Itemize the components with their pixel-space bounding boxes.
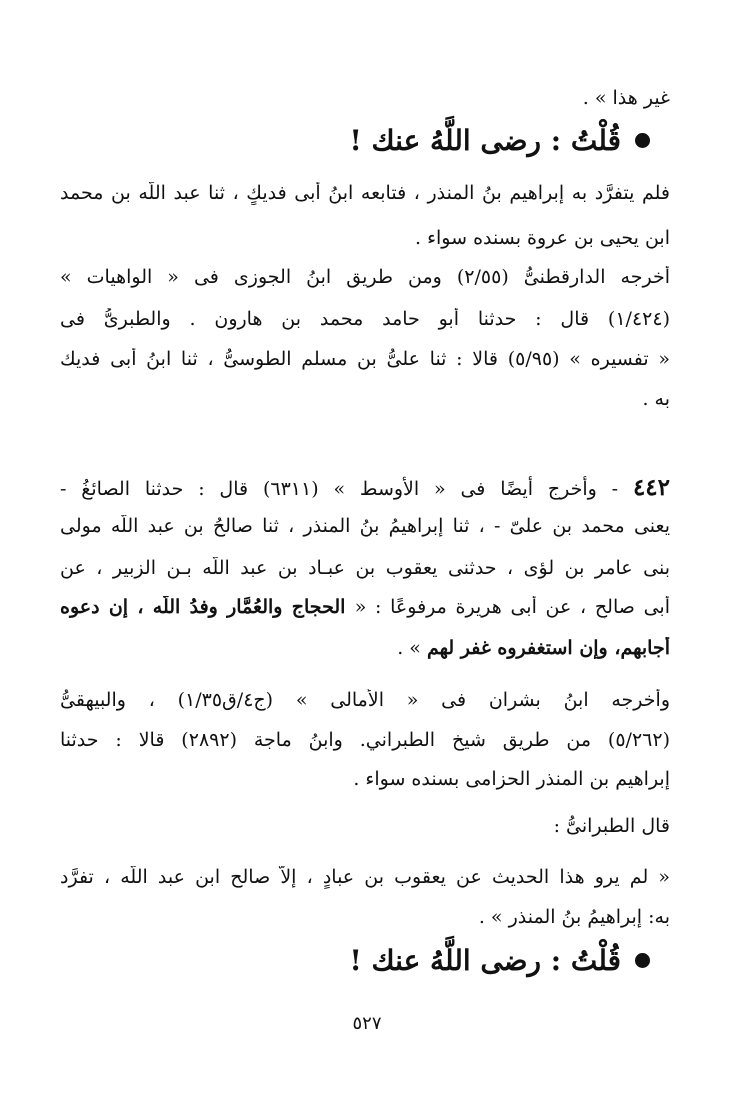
intro-line: غير هذا » .	[582, 87, 670, 109]
heading-text: قُلْتُ : رضى اللَّهُ عنك !	[349, 944, 621, 977]
paragraph-line: بنى عامر بن لؤى ، حدثنى يعقوب بن عبـاد بن عبد اللَّه بـن الزبير ، عن	[60, 557, 670, 579]
page-number: ٥٢٧	[352, 1013, 382, 1034]
paragraph-line: أخرجه الدارقطنىُّ (٢/٥٥) ومن طريق ابنُ الجوزى فى « الواهيات »	[60, 266, 670, 288]
heading-text: قُلْتُ : رضى اللَّهُ عنك !	[349, 124, 621, 157]
paragraph-line: قال الطبرانىُّ :	[553, 815, 670, 837]
hadith-matn-text: الحجاج والعُمَّار وفدُ اللَّه ، إن دعوه	[60, 596, 355, 618]
hadith-first-line	[60, 474, 670, 502]
hadith-text-line	[60, 596, 670, 619]
paragraph-line: به: إبراهيمُ بنُ المنذر » .	[478, 906, 670, 928]
heading-qultu-1	[350, 124, 651, 157]
paragraph-line: « لم يرو هذا الحديث عن يعقوب بن عبادٍ ، إلاَّ صالح ابن عبد اللَّه ، تفرَّد	[60, 866, 670, 888]
hadith-line-text: - وأخرج أيضًا فى « الأوسط » (٦٣١١) قال : حدثنا الصائغُ -	[60, 478, 619, 500]
paragraph-line: وأخرجه ابنُ بشران فى « الأمالى » (ج٤/ق١/٣٥) ، والبيهقىُّ	[60, 689, 670, 711]
hadith-chain-text: أبى صالحٍ ، عن أبى هريرة مرفوعًا : «	[354, 596, 670, 618]
bullet-icon	[635, 953, 650, 968]
hadith-close-text: » .	[397, 637, 427, 659]
paragraph-line: يعنى محمد بن علىّ - ، ثنا إبراهيمُ بنُ المنذر ، ثنا صالحُ بن عبد اللَّه مولى	[60, 515, 670, 537]
hadith-matn-text: أجابهم، وإن استغفروه غفر لهم	[426, 637, 670, 659]
paragraph-line: ابن يحيى بن عروة بسنده سواء .	[415, 227, 670, 249]
hadith-number: ٤٤٢	[632, 474, 670, 501]
paragraph-line: « تفسيره » (٥/٩٥) قالا : ثنا علىُّ بن مسلم الطوسىُّ ، ثنا ابنُ أبى فديك	[60, 348, 670, 370]
paragraph-line: (٥/٢٦٢) من طريق شيخ الطبراني. وابنُ ماجة (٢٨٩٢) قالا : حدثنا	[60, 729, 670, 751]
bullet-icon	[635, 133, 650, 148]
paragraph-line: إبراهيم بن المنذر الحزامى بسنده سواء .	[353, 768, 670, 790]
paragraph-line: به .	[642, 388, 670, 410]
heading-qultu-2	[350, 944, 651, 977]
hadith-text-line	[60, 637, 670, 660]
paragraph-line: (١/٤٢٤) قال : حدثنا أبو حامد محمد بن هارون . والطبرىُّ فى	[60, 308, 670, 330]
paragraph-line: فلم يتفرَّد به إبراهيم بنُ المنذر ، فتابعه ابنُ أبى فديكٍ ، ثنا عبد اللَّه بن محمد	[60, 182, 670, 204]
